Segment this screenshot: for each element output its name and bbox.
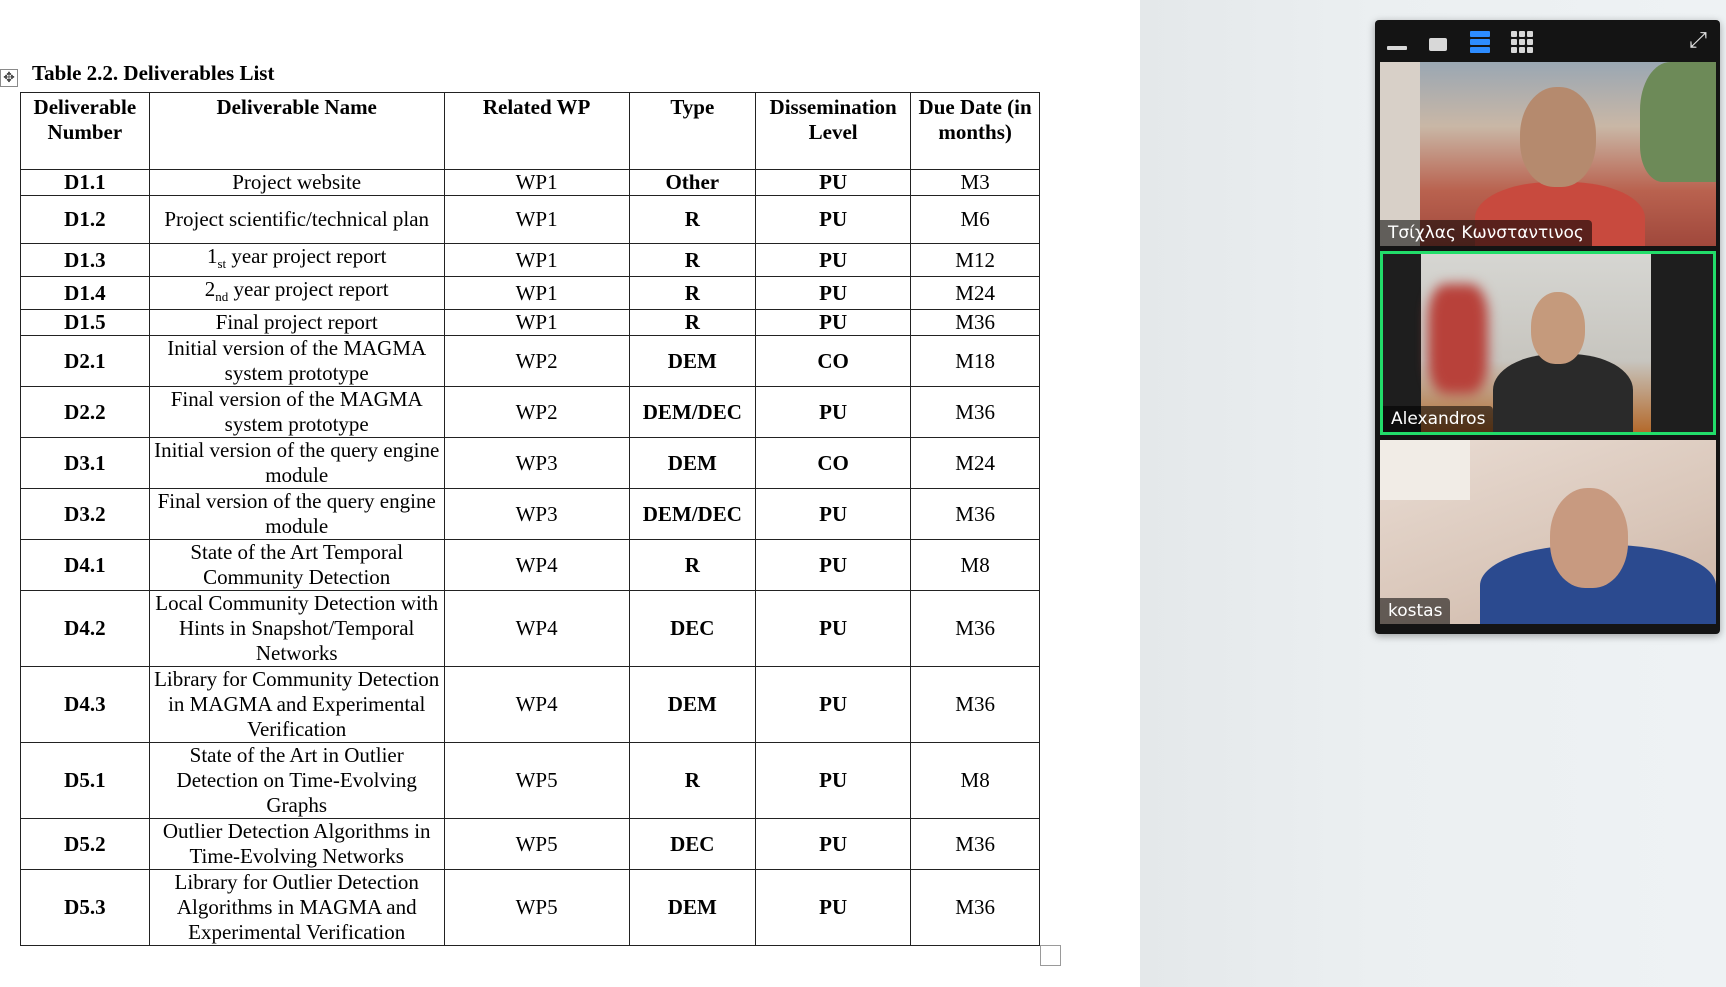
table-row <box>21 819 1040 870</box>
cell-name[interactable]: Outlier Detection Algorithms in Time-Evolving Networks <box>149 819 444 870</box>
participant-body <box>1493 354 1633 434</box>
cell-number[interactable]: D4.3 <box>21 667 150 743</box>
cell-type[interactable]: R <box>629 277 756 310</box>
cell-dissemination[interactable]: PU <box>756 489 911 540</box>
cell-due[interactable]: M36 <box>911 591 1040 667</box>
cell-wp[interactable]: WP5 <box>444 819 629 870</box>
air-conditioner <box>1380 440 1470 500</box>
cell-due[interactable]: M8 <box>911 743 1040 819</box>
table-row <box>21 310 1040 336</box>
cell-number[interactable]: D5.1 <box>21 743 150 819</box>
cell-dissemination[interactable]: PU <box>756 540 911 591</box>
cell-dissemination[interactable]: PU <box>756 310 911 336</box>
cell-number[interactable]: D4.2 <box>21 591 150 667</box>
table-row <box>21 170 1040 196</box>
cell-number[interactable]: D2.1 <box>21 336 150 387</box>
cell-wp[interactable]: WP1 <box>444 310 629 336</box>
blurred-object <box>1428 284 1488 394</box>
cell-name[interactable] <box>149 277 444 310</box>
participant-face <box>1550 488 1628 588</box>
cell-due[interactable]: M36 <box>911 387 1040 438</box>
participant-name-label: kostas <box>1380 598 1450 624</box>
cell-due[interactable]: M36 <box>911 667 1040 743</box>
minimize-icon[interactable] <box>1387 46 1407 50</box>
cell-type[interactable]: DEC <box>629 819 756 870</box>
cell-number[interactable]: D2.2 <box>21 387 150 438</box>
cell-name[interactable]: Final version of the MAGMA system prototype <box>149 387 444 438</box>
cell-wp[interactable]: WP5 <box>444 870 629 946</box>
single-view-icon[interactable] <box>1429 38 1447 51</box>
table-row <box>21 387 1040 438</box>
cell-type[interactable]: DEM <box>629 438 756 489</box>
table-row <box>21 743 1040 819</box>
cell-due[interactable]: M8 <box>911 540 1040 591</box>
cell-name[interactable]: Final project report <box>149 310 444 336</box>
header-deliverable-name: Deliverable Name <box>149 93 444 170</box>
cell-name-ordinal-suffix: st <box>217 256 227 272</box>
cell-dissemination[interactable]: PU <box>756 667 911 743</box>
table-row <box>21 277 1040 310</box>
cell-number[interactable]: D1.1 <box>21 170 150 196</box>
header-deliverable-number: Deliverable Number <box>21 93 150 170</box>
expand-icon[interactable]: ⤢ <box>1689 28 1707 53</box>
cell-dissemination[interactable]: PU <box>756 387 911 438</box>
gallery-view-icon[interactable] <box>1511 31 1533 53</box>
cell-type[interactable]: Other <box>629 170 756 196</box>
tree-foliage <box>1640 62 1716 182</box>
cell-name[interactable]: Library for Outlier Detection Algorithms in MAGMA and Experimental Verification <box>149 870 444 946</box>
cell-dissemination[interactable]: PU <box>756 591 911 667</box>
cell-dissemination[interactable]: PU <box>756 743 911 819</box>
cell-number[interactable]: D1.5 <box>21 310 150 336</box>
table-row <box>21 336 1040 387</box>
table-row <box>21 591 1040 667</box>
cell-due[interactable]: M24 <box>911 277 1040 310</box>
cell-due[interactable]: M12 <box>911 244 1040 277</box>
cell-name[interactable]: Initial version of the MAGMA system prototype <box>149 336 444 387</box>
participant-face <box>1520 87 1596 187</box>
cell-due[interactable]: M18 <box>911 336 1040 387</box>
participant-face <box>1531 292 1585 364</box>
table-row <box>21 540 1040 591</box>
cell-type[interactable]: R <box>629 743 756 819</box>
cell-dissemination[interactable]: CO <box>756 336 911 387</box>
video-toolbar <box>1375 20 1720 62</box>
cell-number[interactable]: D5.2 <box>21 819 150 870</box>
cell-number[interactable]: D1.2 <box>21 196 150 244</box>
participant-tile[interactable] <box>1380 440 1716 624</box>
cell-due[interactable]: M6 <box>911 196 1040 244</box>
cell-name[interactable]: Initial version of the query engine module <box>149 438 444 489</box>
cell-wp[interactable]: WP1 <box>444 170 629 196</box>
cell-type[interactable]: DEM <box>629 336 756 387</box>
cell-type[interactable]: DEM/DEC <box>629 387 756 438</box>
table-row <box>21 489 1040 540</box>
cell-dissemination[interactable]: CO <box>756 438 911 489</box>
participant-name-label: Alexandros <box>1383 406 1493 432</box>
cell-name[interactable]: State of the Art Temporal Community Detection <box>149 540 444 591</box>
cell-name[interactable]: Project scientific/technical plan <box>149 196 444 244</box>
cell-type[interactable]: DEC <box>629 591 756 667</box>
header-dissemination-level: Dissemination Level <box>756 93 911 170</box>
cell-due[interactable]: M36 <box>911 489 1040 540</box>
cell-dissemination[interactable]: PU <box>756 244 911 277</box>
participant-name-label: Τσίχλας Κωνσταντινος <box>1380 220 1592 246</box>
cell-type[interactable]: DEM/DEC <box>629 489 756 540</box>
cell-dissemination[interactable]: PU <box>756 170 911 196</box>
cell-wp[interactable]: WP3 <box>444 489 629 540</box>
cell-wp[interactable]: WP2 <box>444 387 629 438</box>
table-row <box>21 870 1040 946</box>
table-header-row <box>21 93 1040 170</box>
cell-number[interactable]: D3.2 <box>21 489 150 540</box>
cell-number[interactable]: D1.4 <box>21 277 150 310</box>
cell-type[interactable]: R <box>629 196 756 244</box>
cell-dissemination[interactable]: PU <box>756 277 911 310</box>
cell-name[interactable] <box>149 244 444 277</box>
video-call-panel <box>1375 20 1720 634</box>
cell-name-ordinal: 2 <box>204 277 216 302</box>
table-row <box>21 438 1040 489</box>
cell-type[interactable]: R <box>629 540 756 591</box>
speaker-view-icon[interactable] <box>1470 31 1490 53</box>
cell-wp[interactable]: WP1 <box>444 277 629 310</box>
cell-type[interactable]: DEM <box>629 870 756 946</box>
participant-tile-active-speaker[interactable] <box>1380 251 1716 435</box>
cell-name-rest: year project report <box>228 277 389 302</box>
cell-number[interactable]: D5.3 <box>21 870 150 946</box>
header-type: Type <box>629 93 756 170</box>
cell-number[interactable]: D1.3 <box>21 244 150 277</box>
table-move-handle-icon[interactable]: ✥ <box>0 69 18 87</box>
table-row <box>21 667 1040 743</box>
cell-name-ordinal: 1 <box>206 244 218 268</box>
deliverables-table <box>20 92 1040 946</box>
cell-wp[interactable]: WP5 <box>444 743 629 819</box>
cell-wp[interactable]: WP4 <box>444 667 629 743</box>
cell-name[interactable]: Project website <box>149 170 444 196</box>
table-resize-handle[interactable] <box>1040 945 1061 966</box>
participant-tile[interactable] <box>1380 62 1716 246</box>
cell-type[interactable]: DEM <box>629 667 756 743</box>
cell-wp[interactable]: WP1 <box>444 196 629 244</box>
header-due-date: Due Date (in months) <box>911 93 1040 170</box>
cell-number[interactable]: D4.1 <box>21 540 150 591</box>
cell-name[interactable]: Local Community Detection with Hints in Snapshot/Temporal Networks <box>149 591 444 667</box>
cell-wp[interactable]: WP1 <box>444 244 629 277</box>
cell-type[interactable]: R <box>629 310 756 336</box>
window-frame <box>1380 62 1420 246</box>
header-related-wp: Related WP <box>444 93 629 170</box>
cell-due[interactable]: M24 <box>911 438 1040 489</box>
cell-due[interactable]: M3 <box>911 170 1040 196</box>
cell-dissemination[interactable]: PU <box>756 870 911 946</box>
cell-name-rest: year project report <box>226 244 387 268</box>
cell-name[interactable]: State of the Art in Outlier Detection on Time-Evolving Graphs <box>149 743 444 819</box>
cell-wp[interactable]: WP4 <box>444 591 629 667</box>
cell-wp[interactable]: WP3 <box>444 438 629 489</box>
cell-type[interactable]: R <box>629 244 756 277</box>
cell-dissemination[interactable]: PU <box>756 196 911 244</box>
cell-due[interactable]: M36 <box>911 870 1040 946</box>
cell-wp[interactable]: WP2 <box>444 336 629 387</box>
cell-name-ordinal-suffix: nd <box>215 289 229 305</box>
table-row <box>21 196 1040 244</box>
cell-name[interactable]: Library for Community Detection in MAGMA and Experimental Verification <box>149 667 444 743</box>
cell-due[interactable]: M36 <box>911 310 1040 336</box>
cell-wp[interactable]: WP4 <box>444 540 629 591</box>
table-caption: Table 2.2. Deliverables List <box>32 61 275 85</box>
cell-name[interactable]: Final version of the query engine module <box>149 489 444 540</box>
cell-dissemination[interactable]: PU <box>756 819 911 870</box>
table-row <box>21 244 1040 277</box>
cell-number[interactable]: D3.1 <box>21 438 150 489</box>
cell-due[interactable]: M36 <box>911 819 1040 870</box>
